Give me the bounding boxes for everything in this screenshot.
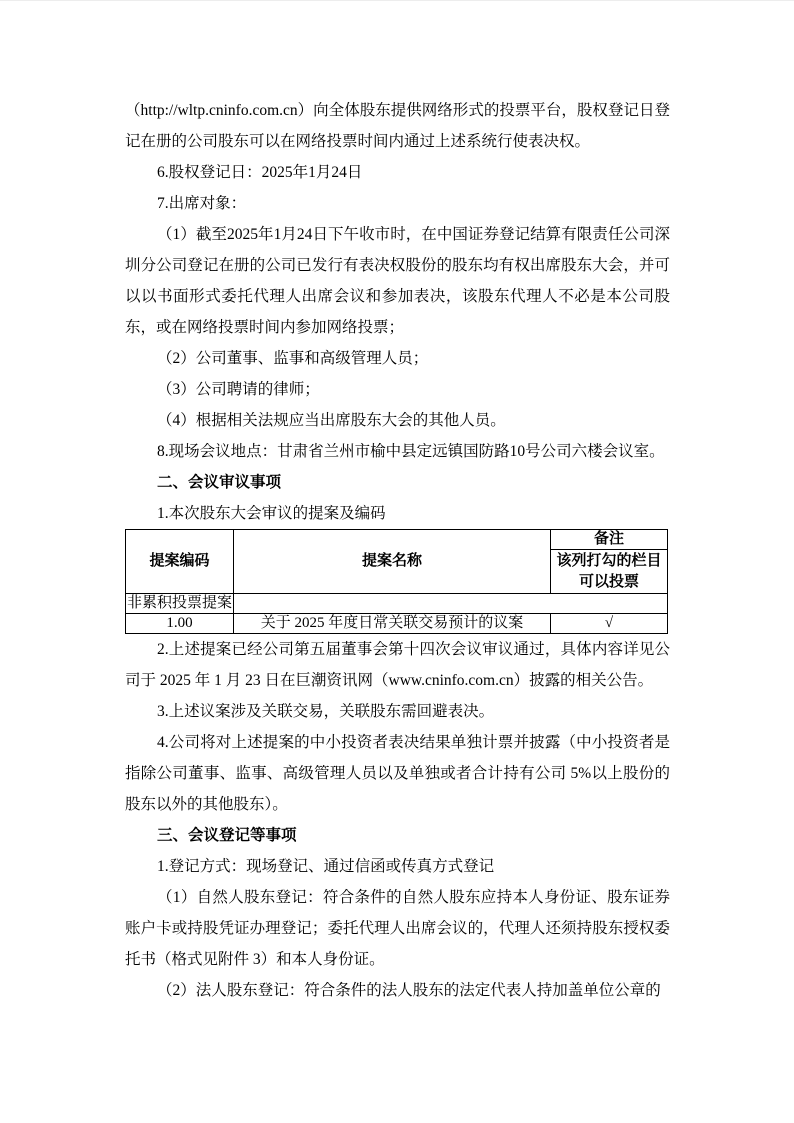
attendee-item-3: （3）公司聘请的律师； [157, 381, 320, 398]
attendee-item-1: （1）截至2025年1月24日下午收市时，在中国证券登记结算有限责任公司深圳分公司登记在册的公司已发行有表决权股份的股东均有权出席股东大会，并可以以书面形式委托代理人出席会议和参加表决，该股东代理人不必是本公司股东，或在网络投票时间内参加网络投票； [125, 226, 670, 336]
col-header-remark: 备注 [551, 530, 668, 550]
attendee-item-4: （4）根据相关法规应当出席股东大会的其他人员。 [157, 412, 506, 429]
record-date-line: 6.股权登记日：2025年1月24日 [157, 164, 363, 181]
section-heading-review-items: 二、会议审议事项 [157, 474, 282, 491]
proposal-code-cell: 1.00 [126, 614, 234, 634]
col-header-remark-note: 该列打勾的栏目可以投票 [551, 550, 668, 594]
attendees-title-line: 7.出席对象： [157, 195, 247, 212]
proposals-table [125, 529, 668, 634]
table-row [126, 594, 668, 614]
group-row-label: 非累积投票提案 [126, 594, 234, 614]
col-header-proposal-code: 提案编码 [126, 530, 234, 594]
proposal-name-cell: 关于 2025 年度日常关联交易预计的议案 [234, 614, 551, 634]
network-voting-continuation-paragraph: （http://wltp.cninfo.com.cn）向全体股东提供网络形式的投票平台，股权登记日登记在册的公司股东可以在网络投票时间内通过上述系统行使表决权。 [125, 102, 670, 150]
note-item-2: 2.上述提案已经公司第五届董事会第十四次会议审议通过，具体内容详见公司于 2025 年 1 月 23 日在巨潮资讯网（www.cninfo.com.cn）披露的相关公告。 [125, 641, 670, 689]
section-heading-registration: 三、会议登记等事项 [157, 827, 297, 844]
venue-line: 8.现场会议地点：甘肃省兰州市榆中县定远镇国防路10号公司六楼会议室。 [157, 443, 665, 460]
table-header-row [126, 530, 668, 550]
table-row [126, 614, 668, 634]
note-item-4: 4.公司将对上述提案的中小投资者表决结果单独计票并披露（中小投资者是指除公司董事、监事、高级管理人员以及单独或者合计持有公司 5%以上股份的股东以外的其他股东）。 [125, 734, 670, 813]
col-header-proposal-name: 提案名称 [234, 530, 551, 594]
group-row-empty-cell [234, 594, 668, 614]
proposals-intro-line: 1.本次股东大会审议的提案及编码 [157, 505, 386, 522]
registration-item-1: （1）自然人股东登记：符合条件的自然人股东应持本人身份证、股东证券账户卡或持股凭证办理登记；委托代理人出席会议的，代理人还须持股东授权委托书（格式见附件 3）和本人身份证。 [125, 889, 670, 968]
registration-item-2: （2）法人股东登记：符合条件的法人股东的法定代表人持加盖单位公章的 [157, 982, 661, 999]
proposal-vote-check-cell: √ [551, 614, 668, 634]
page-content [0, 1, 794, 1123]
attendee-item-2: （2）公司董事、监事和高级管理人员； [157, 350, 429, 367]
registration-method-line: 1.登记方式：现场登记、通过信函或传真方式登记 [157, 858, 495, 875]
note-item-3: 3.上述议案涉及关联交易，关联股东需回避表决。 [157, 703, 495, 720]
